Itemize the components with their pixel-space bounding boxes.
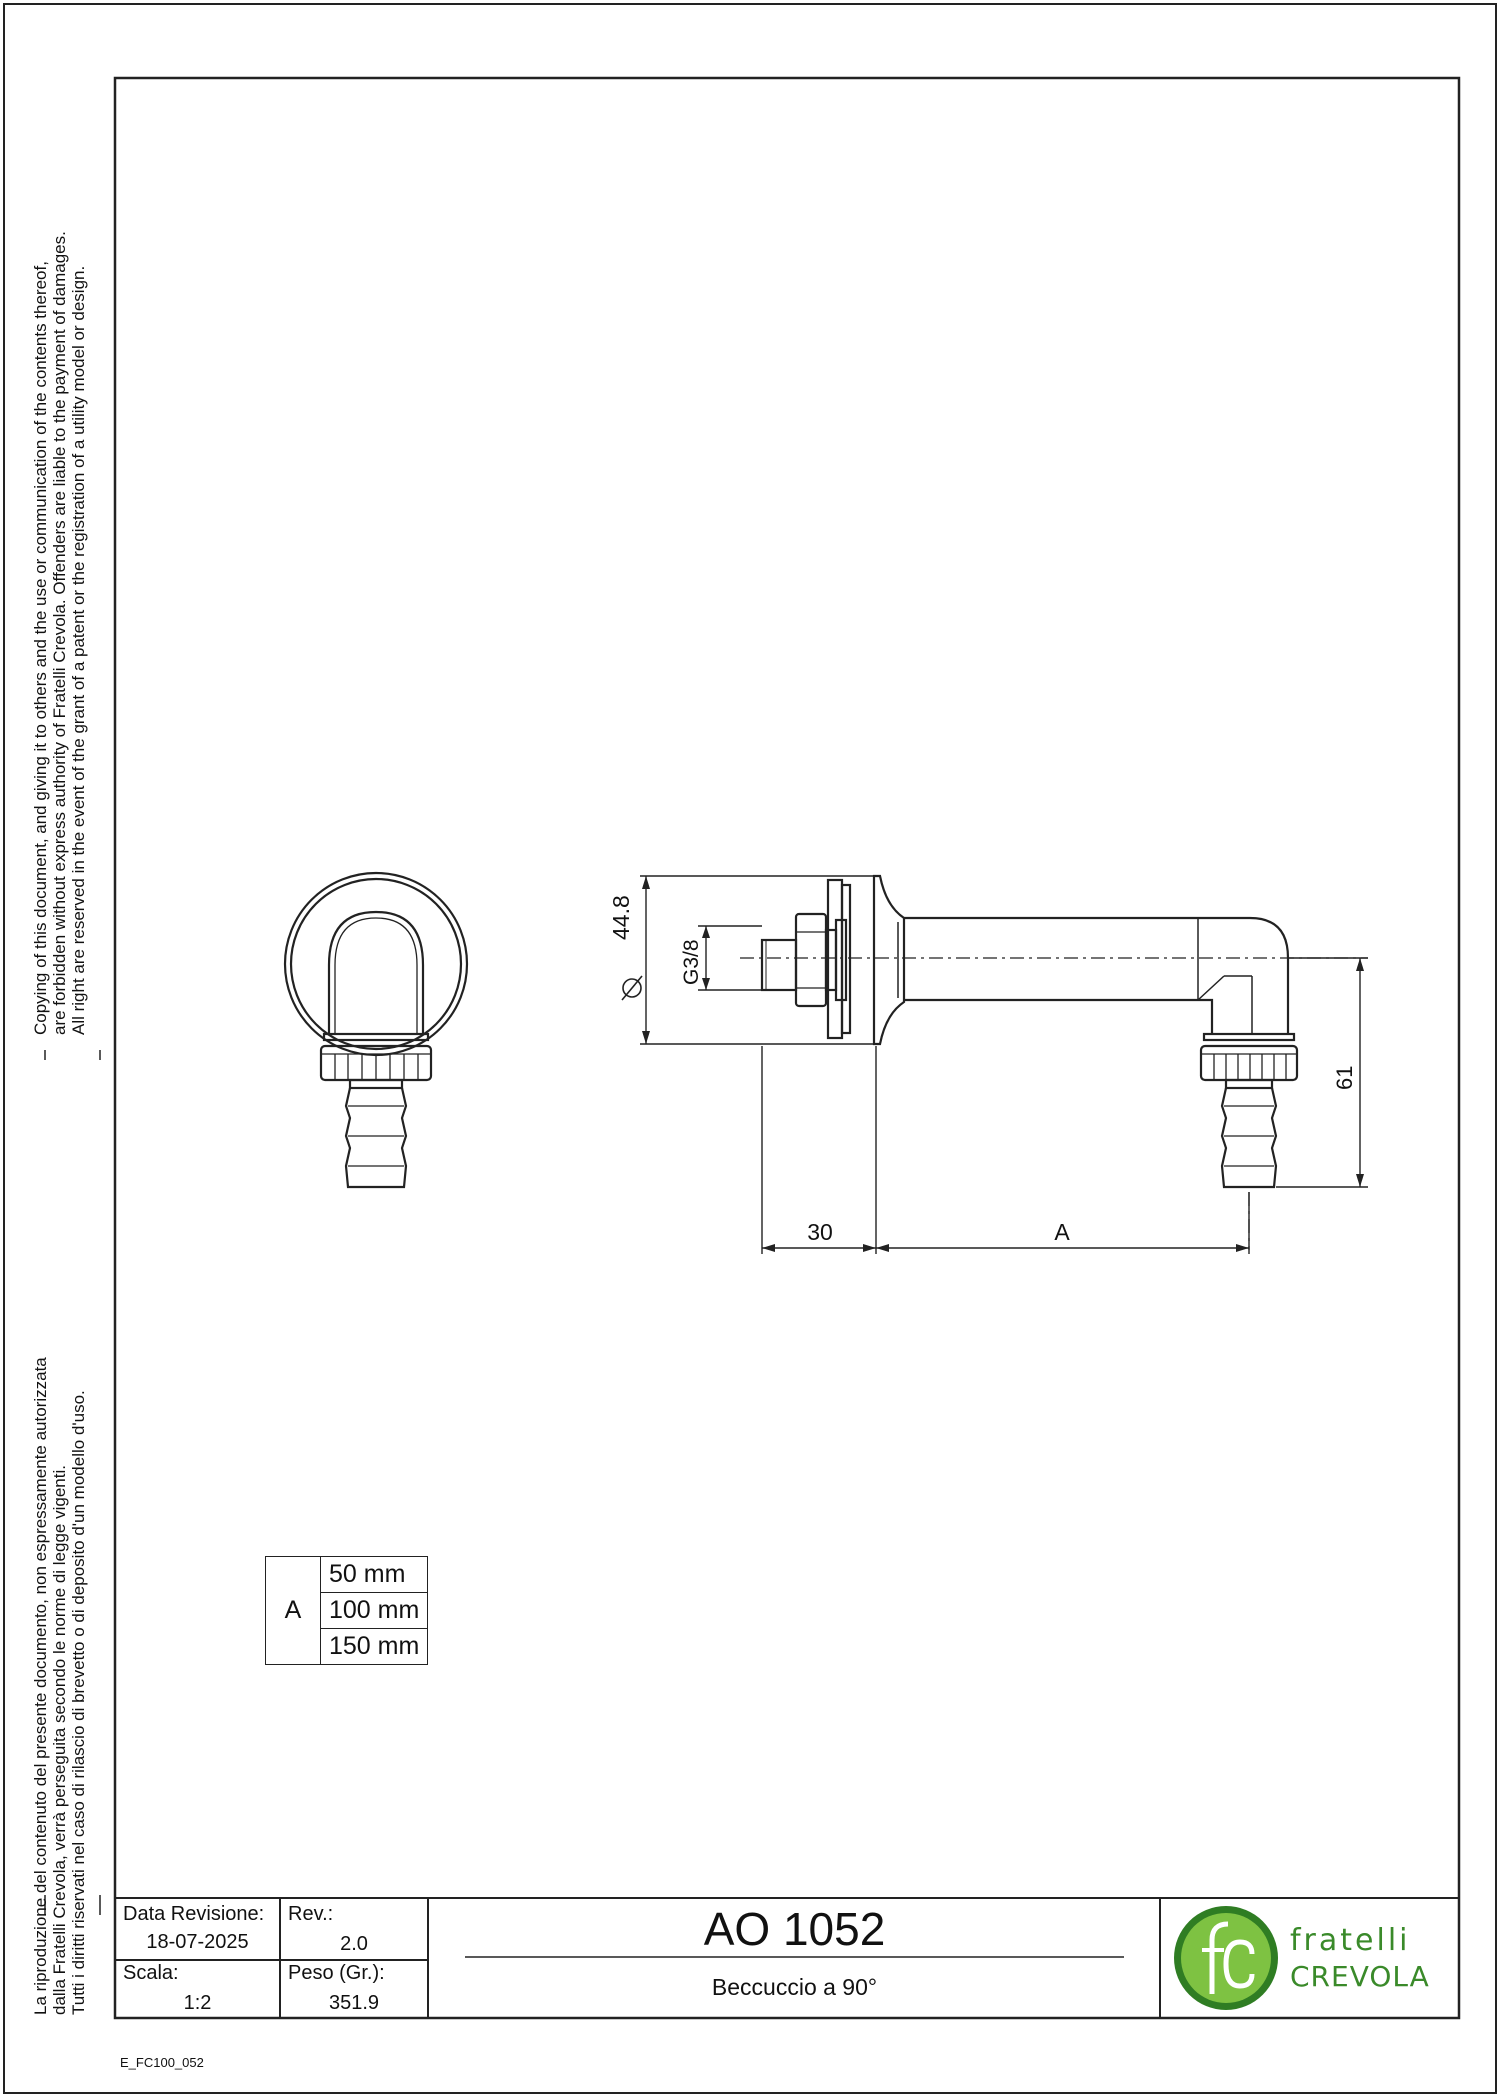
dimension-arrows [642,876,1364,1252]
document-id: E_FC100_052 [120,2055,204,2070]
variant-value: 100 mm [321,1593,428,1629]
copyright-note-italian [31,1357,88,2015]
scale-value: 1:2 [183,1992,212,2014]
rev-value: 2.0 [340,1933,368,1955]
weight-label: Peso (Gr.): [288,1962,385,1984]
copyright-line: Tutti i diritti riservati nel caso di rilascio di brevetto o di deposito d'un modello d'uso. [69,1390,88,2015]
rev-label: Rev.: [288,1903,334,1925]
copyright-line: dalla Fratelli Crevola, verrà perseguita secondo le norme di legge vigenti. [50,1465,69,2015]
scale-label: Scala: [123,1962,179,1984]
copyright-line: All right are reserved in the event of the grant of a patent or the registration of a utility model or design. [69,265,88,1035]
product-code: AO 1052 [703,1903,886,1955]
dim-depth-label: 30 [807,1219,833,1245]
center-lines [740,958,1368,1250]
variants-table [265,1556,428,1665]
date-value: 18-07-2025 [146,1931,249,1953]
diameter-symbol [622,976,642,1000]
dim-length-label: A [1054,1219,1070,1245]
variants-key: A [266,1557,321,1665]
date-label: Data Revisione: [123,1903,265,1925]
dim-height-label: 61 [1332,1065,1357,1090]
inner-frame [115,78,1459,2018]
dim-diameter-label: 44.8 [608,895,634,940]
dimension-lines [640,876,1368,1254]
logo-line2: CREVOLA [1290,1960,1430,1993]
outer-border [4,4,1496,2093]
weight-value: 351.9 [328,1992,380,2014]
copyright-line: La riproduzione del contenuto del presente documento, non espressamente autorizzata [31,1357,50,2015]
dim-thread-label: G3/8 [680,939,703,985]
front-view [285,873,467,1187]
product-description: Beccuccio a 90° [711,1974,878,2000]
copyright-line: Copying of this document, and giving it to others and the use or communication of the contents thereof, [31,261,50,1035]
copyright-note-english [31,231,88,1035]
variant-value: 50 mm [321,1557,428,1593]
fratelli-crevola-logo [1172,1902,1452,2014]
logo-line1: fratelli [1290,1923,1411,1958]
copyright-line: are forbidden without express authority of Fratelli Crevola. Offenders are liable to the payment of damages. [50,231,69,1035]
side-view [762,876,1297,1187]
variant-value: 150 mm [321,1629,428,1665]
